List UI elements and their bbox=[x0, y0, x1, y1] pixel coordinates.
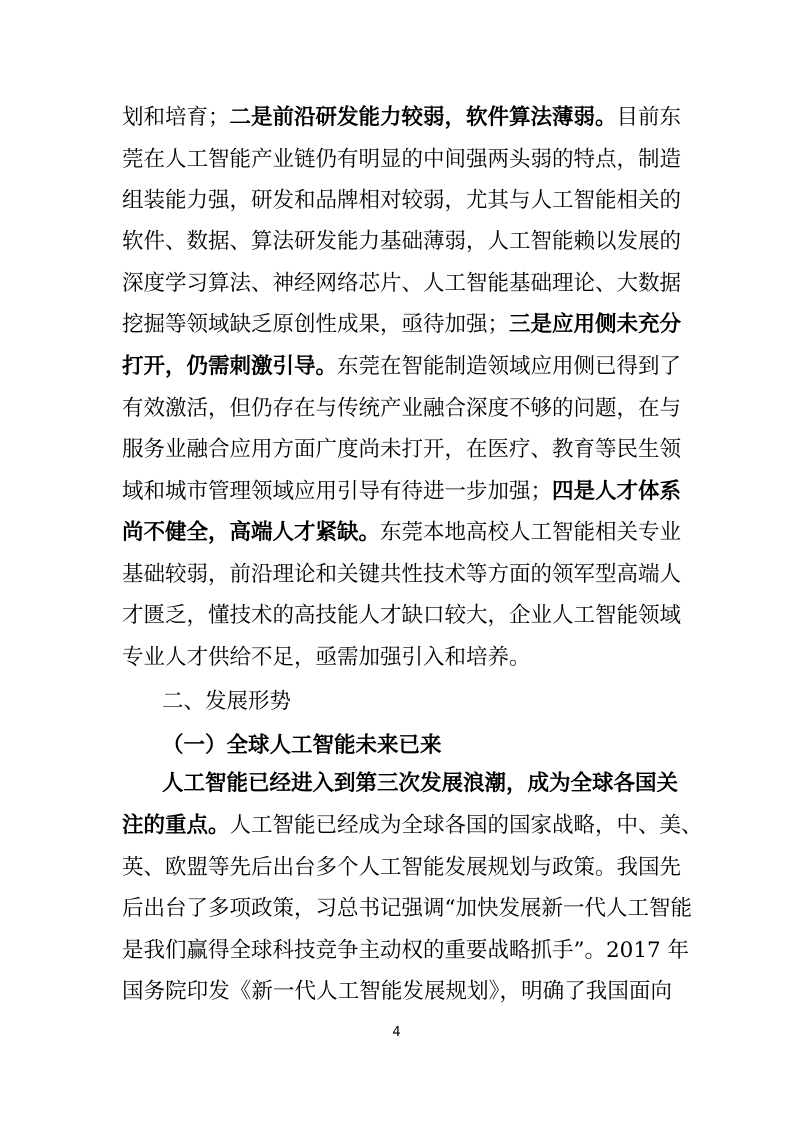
bold-text-segment: 打开，仍需刺激引导。 bbox=[122, 354, 338, 379]
text-line: 英、欧盟等先后出台多个人工智能发展规划与政策。我国先 bbox=[122, 855, 682, 880]
text-line bbox=[122, 811, 703, 841]
text-line: 后出台了多项政策，习总书记强调“加快发展新一代人工智能 bbox=[122, 896, 692, 921]
text-line bbox=[122, 103, 682, 133]
subsection-heading: （一）全球人工智能未来已来 bbox=[162, 733, 442, 758]
text-line: 有效激活，但仍存在与传统产业融合深度不够的问题，在与 bbox=[122, 396, 682, 421]
text-segment: 人工智能已经成为全球各国的国家战略，中、美、 bbox=[229, 813, 703, 838]
text-line: 是我们赢得全球科技竞争主动权的重要战略抓手”。2017 年 bbox=[122, 938, 690, 963]
text-line bbox=[122, 477, 682, 507]
text-segment: 划和培育； bbox=[122, 105, 230, 130]
text-line: 专业人才供给不足，亟需加强引入和培养。 bbox=[122, 645, 531, 670]
text-line: 组装能力强，研发和品牌相对较弱，尤其与人工智能相关的 bbox=[122, 188, 682, 213]
text-line: 软件、数据、算法研发能力基础薄弱，人工智能赖以发展的 bbox=[122, 229, 682, 254]
text-line: 基础较弱，前沿理论和关键共性技术等方面的领军型高端人 bbox=[122, 562, 682, 587]
text-line bbox=[122, 310, 682, 340]
text-line: 国务院印发《新一代人工智能发展规划》，明确了我国面向 bbox=[122, 979, 672, 1004]
bold-text-segment: 四是人才体系 bbox=[552, 479, 682, 504]
section-heading: 二、发展形势 bbox=[162, 689, 292, 714]
text-line: 人工智能已经进入到第三次发展浪潮，成为全球各国关 bbox=[162, 771, 679, 796]
bold-text-segment: 注的重点。 bbox=[122, 813, 230, 838]
text-segment: 东莞本地高校人工智能相关专业 bbox=[380, 520, 682, 545]
bold-text-segment: 二是前沿研发能力较弱，软件算法薄弱。 bbox=[229, 105, 617, 130]
page-number: 4 bbox=[392, 1025, 401, 1040]
bold-text-segment: 尚不健全，高端人才紧缺。 bbox=[122, 520, 381, 545]
text-line bbox=[122, 518, 682, 548]
text-segment: 域和城市管理领域应用引导有待进一步加强； bbox=[122, 479, 553, 504]
text-line: 服务业融合应用方面广度尚未打开，在医疗、教育等民生领 bbox=[122, 437, 682, 462]
text-line: 深度学习算法、神经网络芯片、人工智能基础理论、大数据 bbox=[122, 271, 682, 296]
text-line: 莞在人工智能产业链仍有明显的中间强两头弱的特点，制造 bbox=[122, 147, 682, 172]
text-line bbox=[122, 352, 682, 382]
text-segment: 目前东 bbox=[616, 105, 682, 130]
bold-text-segment: 三是应用侧未充分 bbox=[509, 312, 682, 337]
text-segment: 东莞在智能制造领域应用侧已得到了 bbox=[337, 354, 682, 379]
text-line: 才匮乏，懂技术的高技能人才缺口较大，企业人工智能领域 bbox=[122, 603, 682, 628]
text-segment: 挖掘等领域缺乏原创性成果，亟待加强； bbox=[122, 312, 510, 337]
